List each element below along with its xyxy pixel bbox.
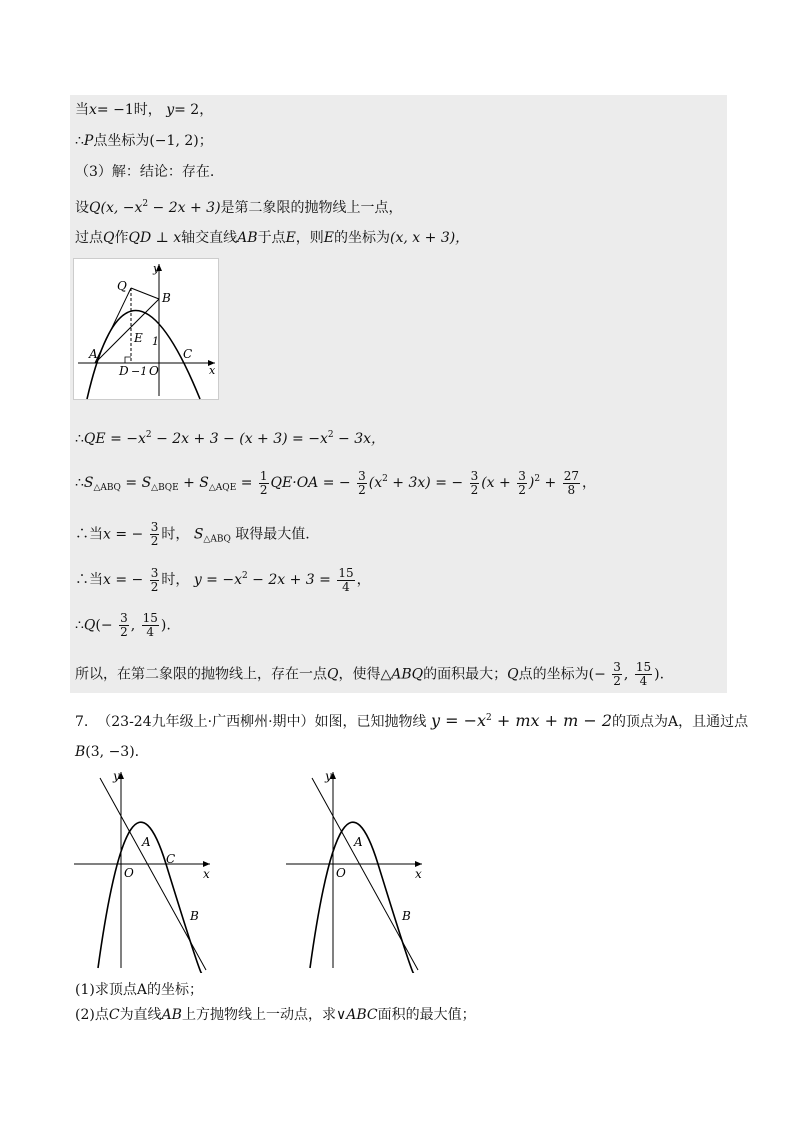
expr: = S xyxy=(120,475,152,491)
fig2-c-label: C xyxy=(166,852,176,866)
expr: (x xyxy=(368,475,383,491)
fraction xyxy=(142,612,159,639)
text: 过点 xyxy=(75,230,103,246)
var: Q xyxy=(327,666,339,683)
denominator: 2 xyxy=(259,482,268,497)
var: E xyxy=(323,230,335,246)
fraction xyxy=(612,661,622,688)
text: 于点 xyxy=(257,230,286,246)
solution-line-7 xyxy=(75,469,596,498)
fraction xyxy=(150,567,160,594)
fig1-one-label: 1 xyxy=(152,335,159,348)
denominator: 2 xyxy=(150,579,159,594)
numerator: 3 xyxy=(150,520,159,534)
text: (−1, 2)； xyxy=(149,133,213,149)
fraction xyxy=(517,470,527,497)
fig3-y-label: y xyxy=(325,769,332,783)
sup: 2 xyxy=(142,199,149,209)
text: ∴ xyxy=(75,133,84,149)
fig3-x-label: x xyxy=(415,867,422,881)
text: ， xyxy=(581,475,596,491)
fraction xyxy=(259,470,269,497)
text: 所以，在第二象限的抛物线上，存在一点 xyxy=(75,666,327,683)
fig2-y-label: y xyxy=(113,769,120,783)
text: (3, −3). xyxy=(85,744,140,760)
fraction xyxy=(357,470,367,497)
fig1-x-label: x xyxy=(209,364,216,377)
figure-1-parabola-diagram xyxy=(73,258,219,400)
expr: x = − xyxy=(103,572,144,588)
var: B xyxy=(75,744,86,760)
expr: QD ⊥ x xyxy=(128,230,182,246)
expr: x = − xyxy=(103,526,144,543)
expr: + S xyxy=(178,475,209,491)
text: 的顶点为 xyxy=(612,714,669,730)
text: ，使得 xyxy=(338,666,381,683)
text: ∴ xyxy=(75,475,84,491)
fraction xyxy=(337,567,354,594)
expr: + mx + m − 2 xyxy=(491,711,613,730)
fig1-e-label: E xyxy=(134,331,143,345)
figure-2-parabola-diagram xyxy=(72,768,218,973)
text: ， xyxy=(356,572,371,588)
text: A xyxy=(668,714,679,730)
fig1-q-label: Q xyxy=(117,279,127,293)
sup: 2 xyxy=(145,430,152,440)
solution-line-1 xyxy=(75,100,213,120)
var: S xyxy=(193,526,204,543)
problem-7-statement-cont xyxy=(75,742,139,762)
sup: 2 xyxy=(327,430,334,440)
expr: (x, −x xyxy=(100,200,143,216)
text: (2)点 xyxy=(75,1007,109,1023)
text: 上方抛物线上一动点，求 xyxy=(181,1007,336,1023)
expr: QE = −x xyxy=(83,431,146,447)
sub: △BQE xyxy=(151,483,179,493)
text: 是第二象限的抛物线上一点， xyxy=(220,200,403,216)
fraction xyxy=(150,521,160,548)
question-1: (1)求顶点A的坐标； xyxy=(75,982,203,998)
solution-line-6 xyxy=(75,425,385,449)
fraction xyxy=(470,470,480,497)
expr: + 3x) = − xyxy=(387,475,464,491)
var: Q xyxy=(507,666,519,683)
sup: 2 xyxy=(382,474,388,484)
var: S xyxy=(83,475,94,491)
fraction xyxy=(119,612,129,639)
denominator: 4 xyxy=(146,625,155,639)
expr: y = −x xyxy=(193,572,242,588)
text: 点的坐标为 xyxy=(518,666,589,683)
var: Q xyxy=(83,617,96,634)
expr: − 2x + 3) xyxy=(148,200,221,216)
text: 时， xyxy=(161,526,190,543)
text: 如图，已知抛物线 xyxy=(314,714,427,730)
text: 当 xyxy=(75,102,89,118)
var: Q xyxy=(89,200,101,216)
expr: + xyxy=(540,475,557,491)
fig2-x-label: x xyxy=(203,867,210,881)
denominator: 8 xyxy=(567,482,576,497)
fig1-minus-one-label: −1 xyxy=(131,365,148,378)
sup: 2 xyxy=(486,713,492,723)
sup: 2 xyxy=(534,474,541,484)
problem-7-statement xyxy=(75,708,748,732)
sub: △AQE xyxy=(208,483,237,493)
fig1-d-label: D xyxy=(119,364,129,378)
denominator: 4 xyxy=(342,579,350,594)
fig2-b-label: B xyxy=(190,909,199,923)
text: 作 xyxy=(114,230,129,246)
expr: y = −x xyxy=(430,711,487,730)
text: 取得最大值. xyxy=(235,526,310,543)
solution-line-11 xyxy=(75,661,664,688)
fig1-o-label: O xyxy=(149,364,159,378)
fig3-o-label: O xyxy=(336,866,346,880)
fig3-a-label: A xyxy=(354,835,363,849)
fig2-o-label: O xyxy=(124,866,134,880)
expr: − 3x， xyxy=(333,431,386,447)
denominator: 2 xyxy=(120,625,128,639)
numerator: 15 xyxy=(635,660,652,674)
var: Q xyxy=(103,230,115,246)
numerator: 3 xyxy=(358,468,366,483)
denominator: 2 xyxy=(358,482,366,497)
expr: (x, x + 3)， xyxy=(390,230,470,246)
fig1-y-label: y xyxy=(153,262,160,275)
var: E xyxy=(285,230,296,246)
expr: △ABQ xyxy=(380,666,424,683)
expr: − 2x + 3 = xyxy=(247,572,331,588)
sub: △ABQ xyxy=(203,534,231,545)
text: , xyxy=(623,666,629,683)
expr: QE·OA = − xyxy=(270,475,351,491)
text: = 2， xyxy=(174,102,214,118)
numerator: 3 xyxy=(613,660,621,674)
numerator: 1 xyxy=(259,468,268,483)
text: ，且通过点 xyxy=(678,714,749,730)
var: P xyxy=(83,133,94,149)
text: 面积的最大值； xyxy=(377,1007,476,1023)
fig2-a-label: A xyxy=(142,835,151,849)
problem-number: 7. xyxy=(75,714,89,730)
expr: ) xyxy=(528,475,535,491)
sub: △ABQ xyxy=(93,483,121,493)
text: = −1时， xyxy=(96,102,162,118)
fig1-b-label: B xyxy=(162,291,171,305)
denominator: 2 xyxy=(518,482,526,497)
numerator: 3 xyxy=(150,565,159,580)
denominator: 2 xyxy=(470,482,479,497)
text: 为直线 xyxy=(119,1007,162,1023)
solution-line-9 xyxy=(75,566,371,594)
sup: 2 xyxy=(241,571,248,581)
text: ∴当 xyxy=(75,572,103,588)
text: ). xyxy=(654,666,665,683)
solution-line-2 xyxy=(75,131,213,151)
text: ∴ xyxy=(75,617,84,634)
var: AB xyxy=(237,230,258,246)
numerator: 3 xyxy=(518,468,526,483)
text: = xyxy=(236,475,253,491)
numerator: 3 xyxy=(120,611,128,625)
fig1-a-label: A xyxy=(89,347,98,361)
solution-line-4 xyxy=(75,194,403,218)
numerator: 15 xyxy=(338,565,354,580)
solution-line-5 xyxy=(75,228,469,248)
fig1-c-label: C xyxy=(183,347,193,361)
text: ). xyxy=(160,617,171,634)
fig3-b-label: B xyxy=(402,909,411,923)
text: 时， xyxy=(161,572,190,588)
text: 轴交直线 xyxy=(181,230,238,246)
question-2 xyxy=(75,1005,476,1025)
text: 点坐标为 xyxy=(93,133,150,149)
denominator: 4 xyxy=(639,674,648,688)
var: x xyxy=(89,102,97,118)
var: AB xyxy=(161,1007,182,1023)
problem-source: （23-24九年级上·广西柳州·期中） xyxy=(97,714,315,730)
denominator: 2 xyxy=(613,674,621,688)
text: (− xyxy=(95,617,113,634)
text: 的坐标为 xyxy=(334,230,391,246)
expr: (x + xyxy=(481,475,511,491)
numerator: 15 xyxy=(142,611,158,625)
numerator: 3 xyxy=(470,468,479,483)
solution-line-8 xyxy=(75,521,310,550)
denominator: 2 xyxy=(150,534,159,548)
text: 的面积最大； xyxy=(423,666,508,683)
text: ∴ xyxy=(75,431,84,447)
figure-3-parabola-diagram xyxy=(284,768,430,973)
solution-line-10 xyxy=(75,612,171,639)
expr: ∨ABC xyxy=(335,1007,378,1023)
fraction xyxy=(563,470,580,497)
var: y xyxy=(166,102,175,118)
expr: − 2x + 3 − (x + 3) = −x xyxy=(151,431,328,447)
text: ，则 xyxy=(295,230,324,246)
solution-line-3: （3）解：结论：存在. xyxy=(75,164,215,180)
text: , xyxy=(130,617,136,634)
text: ∴当 xyxy=(75,526,103,543)
text: (− xyxy=(588,666,606,683)
numerator: 27 xyxy=(563,468,579,483)
fraction xyxy=(635,661,652,688)
var: C xyxy=(108,1007,120,1023)
text: 设 xyxy=(75,200,89,216)
